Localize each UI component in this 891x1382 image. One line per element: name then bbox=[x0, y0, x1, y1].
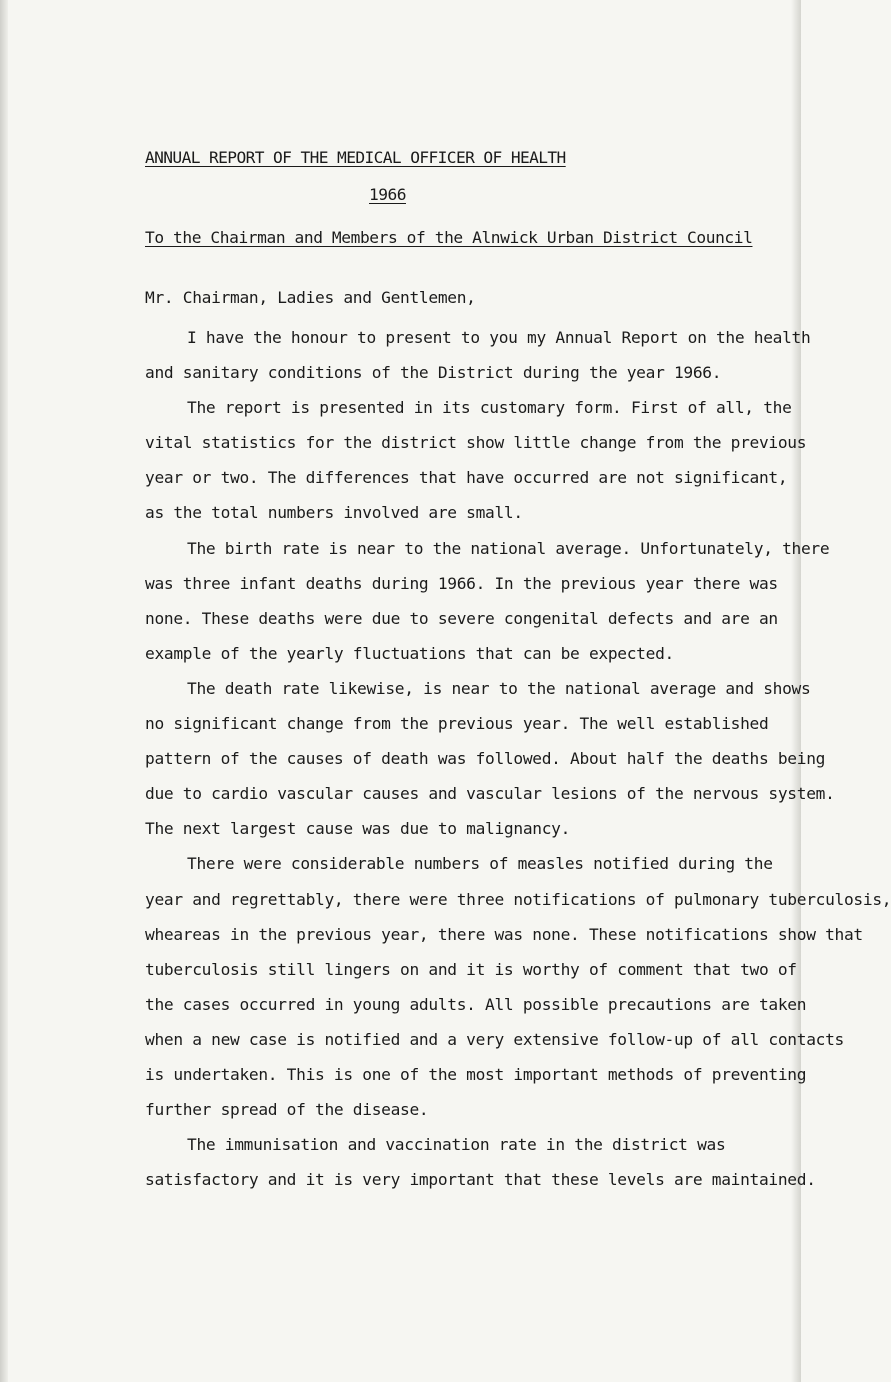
paragraph-line: when a new case is notified and a very extensive follow-up of all contacts bbox=[145, 1029, 844, 1049]
paragraph-line: The next largest cause was due to malignancy. bbox=[145, 819, 571, 839]
paragraph-line: was three infant deaths during 1966. In the previous year there was bbox=[145, 573, 778, 593]
paragraph-line: The birth rate is near to the national average. Unfortunately, there bbox=[187, 538, 830, 558]
paragraph-line: none. These deaths were due to severe congenital defects and are an bbox=[145, 608, 778, 628]
paragraph-line: is undertaken. This is one of the most important methods of preventing bbox=[145, 1064, 807, 1084]
report-body bbox=[145, 320, 891, 1197]
paragraph-line: as the total numbers involved are small. bbox=[145, 503, 523, 523]
paragraph-line: due to cardio vascular causes and vascular lesions of the nervous system. bbox=[145, 784, 835, 804]
paragraph-line: I have the honour to present to you my Annual Report on the health bbox=[187, 328, 811, 347]
paragraph-line: year or two. The differences that have occurred are not significant, bbox=[145, 468, 788, 488]
paragraph-line: and sanitary conditions of the District during the year 1966. bbox=[145, 363, 722, 383]
paragraph-line: The report is presented in its customary form. First of all, the bbox=[187, 398, 792, 418]
salutation: Mr. Chairman, Ladies and Gentlemen, bbox=[145, 288, 476, 307]
paragraph-line: further spread of the disease. bbox=[145, 1100, 429, 1120]
paragraph-line: the cases occurred in young adults. All possible precautions are taken bbox=[145, 994, 807, 1014]
paragraph-line: year and regrettably, there were three notifications of pulmonary tuberculosis, bbox=[145, 889, 891, 909]
paragraph-line: pattern of the causes of death was followed. About half the deaths being bbox=[145, 749, 826, 769]
paragraph-line: tuberculosis still lingers on and it is worthy of comment that two of bbox=[145, 959, 797, 979]
paragraph-line: no significant change from the previous year. The well established bbox=[145, 714, 769, 734]
paragraph-line: The death rate likewise, is near to the national average and shows bbox=[187, 678, 811, 698]
paragraph-line: vital statistics for the district show little change from the previous bbox=[145, 433, 807, 453]
report-title: ANNUAL REPORT OF THE MEDICAL OFFICER OF HEALTH bbox=[145, 148, 566, 167]
report-year: 1966 bbox=[369, 185, 406, 204]
paragraph-line: example of the yearly fluctuations that can be expected. bbox=[145, 643, 674, 663]
paragraph-line: satisfactory and it is very important that these levels are maintained. bbox=[145, 1170, 816, 1190]
paragraph-line: There were considerable numbers of measles notified during the bbox=[187, 854, 773, 874]
report-addressee: To the Chairman and Members of the Alnwick Urban District Council bbox=[145, 228, 753, 247]
paragraph-line: The immunisation and vaccination rate in the district was bbox=[187, 1135, 726, 1155]
paragraph-line: wheareas in the previous year, there was none. These notifications show that bbox=[145, 924, 863, 944]
